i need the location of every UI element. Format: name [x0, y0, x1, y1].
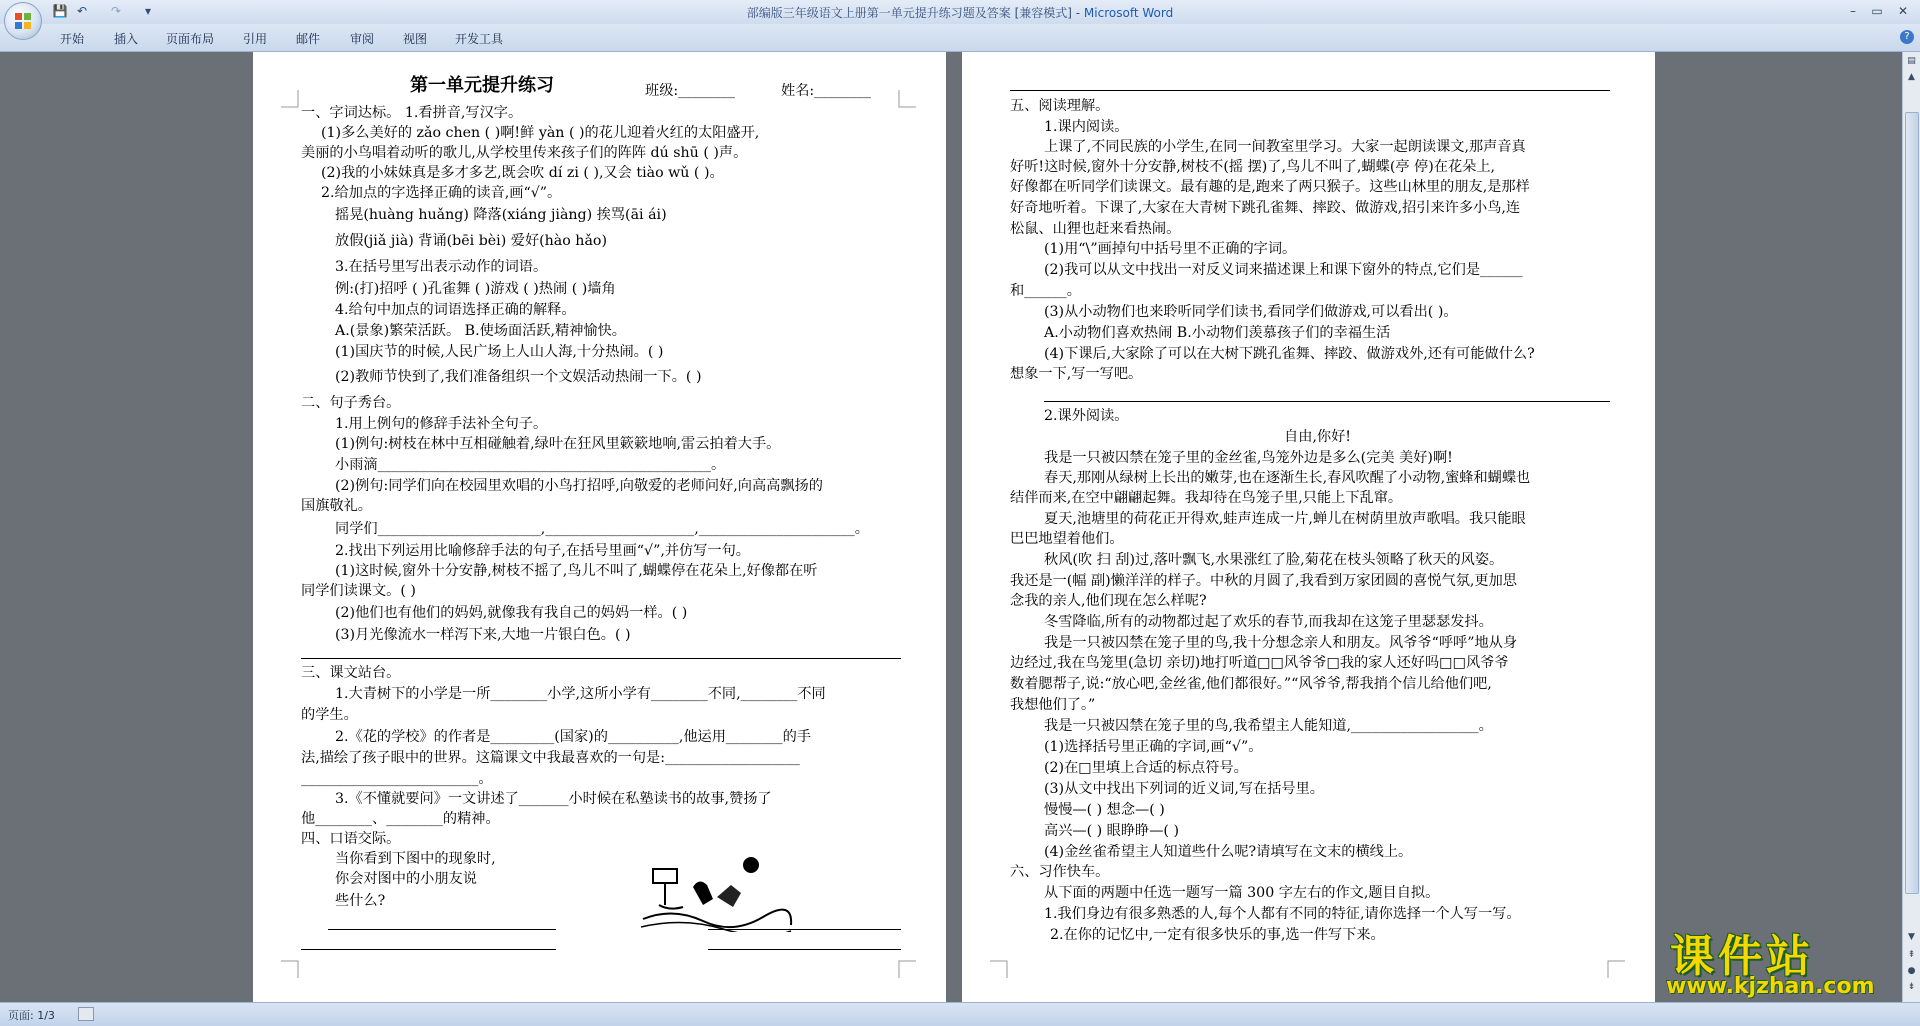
- section-heading: 六、习作快车。: [1010, 864, 1110, 880]
- tab-insert[interactable]: 插入: [114, 32, 139, 46]
- scroll-thumb[interactable]: [1905, 112, 1919, 894]
- answer-line: [708, 949, 901, 950]
- answer-line: [301, 949, 556, 950]
- redo-icon[interactable]: ↷: [110, 4, 122, 18]
- margin-corner-mark: [898, 90, 916, 108]
- margin-corner-mark: [990, 960, 1008, 978]
- scroll-up-icon[interactable]: ▲: [1908, 72, 1915, 82]
- text-line: A.(景象)繁荣活跃。 B.使场面活跃,精神愉快。: [335, 323, 626, 339]
- answer-line: [1010, 90, 1610, 91]
- watermark-title: 课件站: [1670, 931, 1814, 982]
- text-line: (1)这时候,窗外十分安静,树枝不摇了,鸟儿不叫了,蝴蝶停在花朵上,好像都在听: [335, 563, 818, 579]
- text-line: 好听!这时候,窗外十分安静,树枝不(摇 摆)了,鸟儿不叫了,蝴蝶(亭 停)在花朵上,: [1010, 159, 1496, 175]
- text-line: 1.用上例句的修辞手法补全句子。: [335, 416, 548, 432]
- text-line: 和______。: [1010, 283, 1081, 299]
- name-field: 姓名:________: [781, 83, 871, 99]
- illustration-figure: [633, 847, 793, 932]
- text-line: 摇晃(huàng huǎng) 降落(xiáng jiàng) 挨骂(āi ái): [335, 207, 667, 223]
- text-line: 念我的亲人,他们现在怎么样呢?: [1010, 593, 1207, 609]
- text-line: 4.给句中加点的词语选择正确的解释。: [335, 302, 576, 318]
- text-line: 3.在括号里写出表示动作的词语。: [335, 259, 548, 275]
- text-line: (2)在□里填上合适的标点符号。: [1044, 760, 1248, 776]
- text-line: (2)我的小妹妹真是多才多艺,既会吹 dí zi ( ),又会 tiào wǔ ( )。: [321, 165, 724, 181]
- text-line: 数着腮帮子,说:“放心吧,金丝雀,他们都很好。”“风爷爷,帮我捎个信儿给他们吧,: [1010, 676, 1492, 692]
- text-line: 好奇地听着。下课了,大家在大青树下跳孔雀舞、摔跤、做游戏,招引来许多小鸟,连: [1010, 200, 1521, 216]
- save-icon[interactable]: 💾: [52, 4, 68, 18]
- text-line: 松鼠、山狸也赶来看热闹。: [1010, 221, 1181, 237]
- text-line: 我是一只被囚禁在笼子里的鸟,我希望主人能知道,__________________。: [1044, 718, 1493, 734]
- text-line: (4)下课后,大家除了可以在大树下跳孔雀舞、摔跤、做游戏外,还有可能做什么?: [1044, 346, 1535, 362]
- answer-line: [1044, 401, 1610, 402]
- text-line: 2.给加点的字选择正确的读音,画“√”。: [321, 185, 562, 201]
- margin-corner-mark: [898, 960, 916, 978]
- text-line: A.小动物们喜欢热闹 B.小动物们羡慕孩子们的幸福生活: [1044, 325, 1391, 341]
- text-line: 放假(jiǎ jià) 背诵(bēi bèi) 爱好(hào hǎo): [335, 233, 607, 249]
- proofing-icon[interactable]: [78, 1007, 94, 1021]
- text-line: _________________________。: [301, 771, 493, 787]
- text-line: 同学们读课文。( ): [301, 583, 416, 599]
- text-line: 好像都在听同学们读课文。最有趣的是,跑来了两只猴子。这些山林里的朋友,是那样: [1010, 179, 1530, 195]
- document-page-1[interactable]: [253, 52, 946, 1002]
- browse-object-icon[interactable]: ●: [1907, 966, 1916, 976]
- text-line: (2)他们也有他们的妈妈,就像我有我自己的妈妈一样。( ): [335, 605, 688, 621]
- document-page-2[interactable]: [962, 52, 1655, 1002]
- text-line: (1)例句:树枝在林中互相碰触着,绿叶在狂风里簌簌地响,雷云拍着大手。: [335, 436, 781, 452]
- text-line: 想象一下,写一写吧。: [1010, 366, 1143, 382]
- text-line: 2.在你的记忆中,一定有很多快乐的事,选一件写下来。: [1050, 927, 1385, 943]
- text-line: 秋风(吹 扫 刮)过,落叶飘飞,水果涨红了脸,菊花在枝头领略了秋天的风姿。: [1044, 552, 1504, 568]
- office-button[interactable]: [4, 2, 42, 40]
- text-line: (2)例句:同学们向在校园里欢唱的小鸟打招呼,向敬爱的老师问好,向高高飘扬的: [335, 478, 823, 494]
- text-line: 小雨滴_______________________________________________。: [335, 457, 726, 473]
- text-line: (4)金丝雀希望主人知道些什么呢?请填写在文末的横线上。: [1044, 844, 1413, 860]
- text-line: 国旗敬礼。: [301, 498, 372, 514]
- tab-page-layout[interactable]: 页面布局: [166, 32, 215, 46]
- answer-line: [328, 929, 556, 930]
- text-line: 从下面的两题中任选一题写一篇 300 字左右的作文,题目自拟。: [1044, 885, 1440, 901]
- answer-line: [301, 658, 901, 659]
- passage-title: 自由,你好!: [1284, 429, 1351, 445]
- text-line: 1.大青树下的小学是一所________小学,这所小学有________不同,________不同: [335, 686, 826, 702]
- text-line: 慢慢—( ) 想念—( ): [1044, 802, 1165, 818]
- text-line: (2)教师节快到了,我们准备组织一个文娱活动热闹一下。( ): [335, 369, 702, 385]
- tab-review[interactable]: 审阅: [350, 32, 375, 46]
- text-line: 你会对图中的小朋友说: [335, 871, 477, 887]
- ribbon-tabs: [0, 24, 1920, 52]
- customize-qat-icon[interactable]: ▾: [144, 4, 152, 18]
- text-line: 2.课外阅读。: [1044, 408, 1129, 424]
- text-line: (2)我可以从文中找出一对反义词来描述课上和课下窗外的特点,它们是______: [1044, 262, 1523, 278]
- text-line: (3)从小动物们也来聆听同学们读书,看同学们做游戏,可以看出( )。: [1044, 304, 1458, 320]
- previous-page-icon[interactable]: ⇞: [1907, 950, 1916, 960]
- tab-view[interactable]: 视图: [403, 32, 428, 46]
- text-line: 结伴而来,在空中翩翩起舞。我却待在鸟笼子里,只能上下乱窜。: [1010, 490, 1403, 506]
- page-title: 第一单元提升练习: [410, 75, 554, 96]
- text-line: 他________、________的精神。: [301, 811, 500, 827]
- text-line: 夏天,池塘里的荷花正开得欢,蛙声连成一片,蝉儿在树荫里放声歌唱。我只能眼: [1044, 511, 1526, 527]
- scroll-down-icon[interactable]: ▼: [1908, 932, 1915, 942]
- text-line: 2.找出下列运用比喻修辞手法的句子,在括号里画“√”,并仿写一句。: [335, 543, 750, 559]
- section-heading: 一、字词达标。 1.看拼音,写汉字。: [301, 105, 523, 121]
- next-page-icon[interactable]: ⇟: [1907, 982, 1916, 992]
- text-line: 当你看到下图中的现象时,: [335, 851, 496, 867]
- section-heading: 五、阅读理解。: [1010, 98, 1110, 114]
- text-line: 3.《不懂就要问》一文讲述了_______小时候在私塾读书的故事,赞扬了: [335, 791, 772, 807]
- text-line: 同学们_______________________,_____________________,______________________。: [335, 521, 869, 537]
- page-count[interactable]: 页面: 1/3: [8, 1009, 55, 1022]
- text-line: 1.课内阅读。: [1044, 119, 1129, 135]
- margin-corner-mark: [1607, 960, 1625, 978]
- margin-corner-mark: [281, 960, 299, 978]
- text-line: 我还是一(幅 副)懒洋洋的样子。中秋的月圆了,我看到万家团圆的喜悦气氛,更加思: [1010, 573, 1517, 589]
- text-line: (1)选择括号里正确的字词,画“√”。: [1044, 739, 1263, 755]
- office-logo-icon: [14, 12, 32, 30]
- text-line: (1)多么美好的 zǎo chen ( )啊!鲜 yàn ( )的花儿迎着火红的太阳盛开,: [321, 125, 760, 141]
- document-title: 部编版三年级语文上册第一单元提升练习题及答案 [兼容模式] -: [746, 6, 1084, 20]
- vertical-scrollbar[interactable]: [1902, 52, 1920, 1002]
- text-line: 1.我们身边有很多熟悉的人,每个人都有不同的特征,请你选择一个人写一写。: [1044, 906, 1521, 922]
- restore-button[interactable]: ▭: [1871, 4, 1883, 18]
- status-bar: [0, 1002, 1920, 1026]
- text-line: 些什么?: [335, 893, 386, 909]
- help-icon[interactable]: ?: [1900, 30, 1914, 44]
- section-heading: 三、课文站台。: [301, 665, 401, 681]
- text-line: (1)用“\”画掉句中括号里不正确的字词。: [1044, 241, 1297, 257]
- app-name: Microsoft Word: [1083, 6, 1174, 20]
- minimize-button[interactable]: –: [1850, 4, 1856, 18]
- text-line: 高兴—( ) 眼睁睁—( ): [1044, 823, 1179, 839]
- margin-corner-mark: [281, 90, 299, 108]
- answer-line: [708, 929, 901, 930]
- text-line: 的学生。: [301, 707, 358, 723]
- text-line: 美丽的小鸟唱着动听的歌儿,从学校里传来孩子们的阵阵 dú shū ( )声。: [301, 145, 748, 161]
- text-line: 2.《花的学校》的作者是_________(国家)的__________,他运用________的手: [335, 729, 812, 745]
- tab-home[interactable]: 开始: [60, 32, 85, 46]
- tab-mailings[interactable]: 邮件: [296, 32, 321, 46]
- text-line: 我是一只被囚禁在笼子里的金丝雀,鸟笼外边是多么(完美 美好)啊!: [1044, 450, 1453, 466]
- section-heading: 二、句子秀台。: [301, 395, 401, 411]
- text-line: 巴巴地望着他们。: [1010, 531, 1124, 547]
- text-line: 上课了,不同民族的小学生,在同一间教室里学习。大家一起朗读课文,那声音真: [1044, 139, 1526, 155]
- watermark-logo: [1666, 920, 1898, 1000]
- section-heading: 四、口语交际。: [301, 831, 401, 847]
- window-title: [0, 4, 1920, 21]
- text-line: 边经过,我在鸟笼里(急切 亲切)地打听道□□风爷爷□我的家人还好吗□□风爷爷: [1010, 655, 1509, 671]
- undo-icon[interactable]: ↶: [76, 4, 88, 18]
- close-button[interactable]: ✕: [1897, 4, 1909, 18]
- text-line: (3)月光像流水一样泻下来,大地一片银白色。( ): [335, 627, 631, 643]
- title-bar: [0, 0, 1920, 25]
- ruler-toggle-icon[interactable]: ▤: [1907, 56, 1916, 66]
- text-line: 法,描绘了孩子眼中的世界。这篇课文中我最喜欢的一句是:___________________: [301, 750, 800, 766]
- text-line: 我是一只被囚禁在笼子里的鸟,我十分想念亲人和朋友。风爷爷“呼呼”地从身: [1044, 635, 1518, 651]
- tab-references[interactable]: 引用: [243, 32, 268, 46]
- text-line: 冬雪降临,所有的动物都过起了欢乐的春节,而我却在这笼子里瑟瑟发抖。: [1044, 614, 1493, 630]
- text-line: 我想他们了。”: [1010, 697, 1096, 713]
- text-line: 春天,那刚从绿树上长出的嫩芽,也在逐渐生长,春风吹醒了小动物,蜜蜂和蝴蝶也: [1044, 470, 1531, 486]
- text-line: 例:(打)招呼 ( )孔雀舞 ( )游戏 ( )热闹 ( )墙角: [335, 281, 616, 297]
- text-line: (3)从文中找出下列词的近义词,写在括号里。: [1044, 781, 1324, 797]
- text-line: (1)国庆节的时候,人民广场上人山人海,十分热闹。( ): [335, 344, 664, 360]
- class-field: 班级:________: [645, 83, 735, 99]
- tab-developer[interactable]: 开发工具: [455, 32, 504, 46]
- watermark-url: www.kjzhan.com: [1666, 974, 1875, 999]
